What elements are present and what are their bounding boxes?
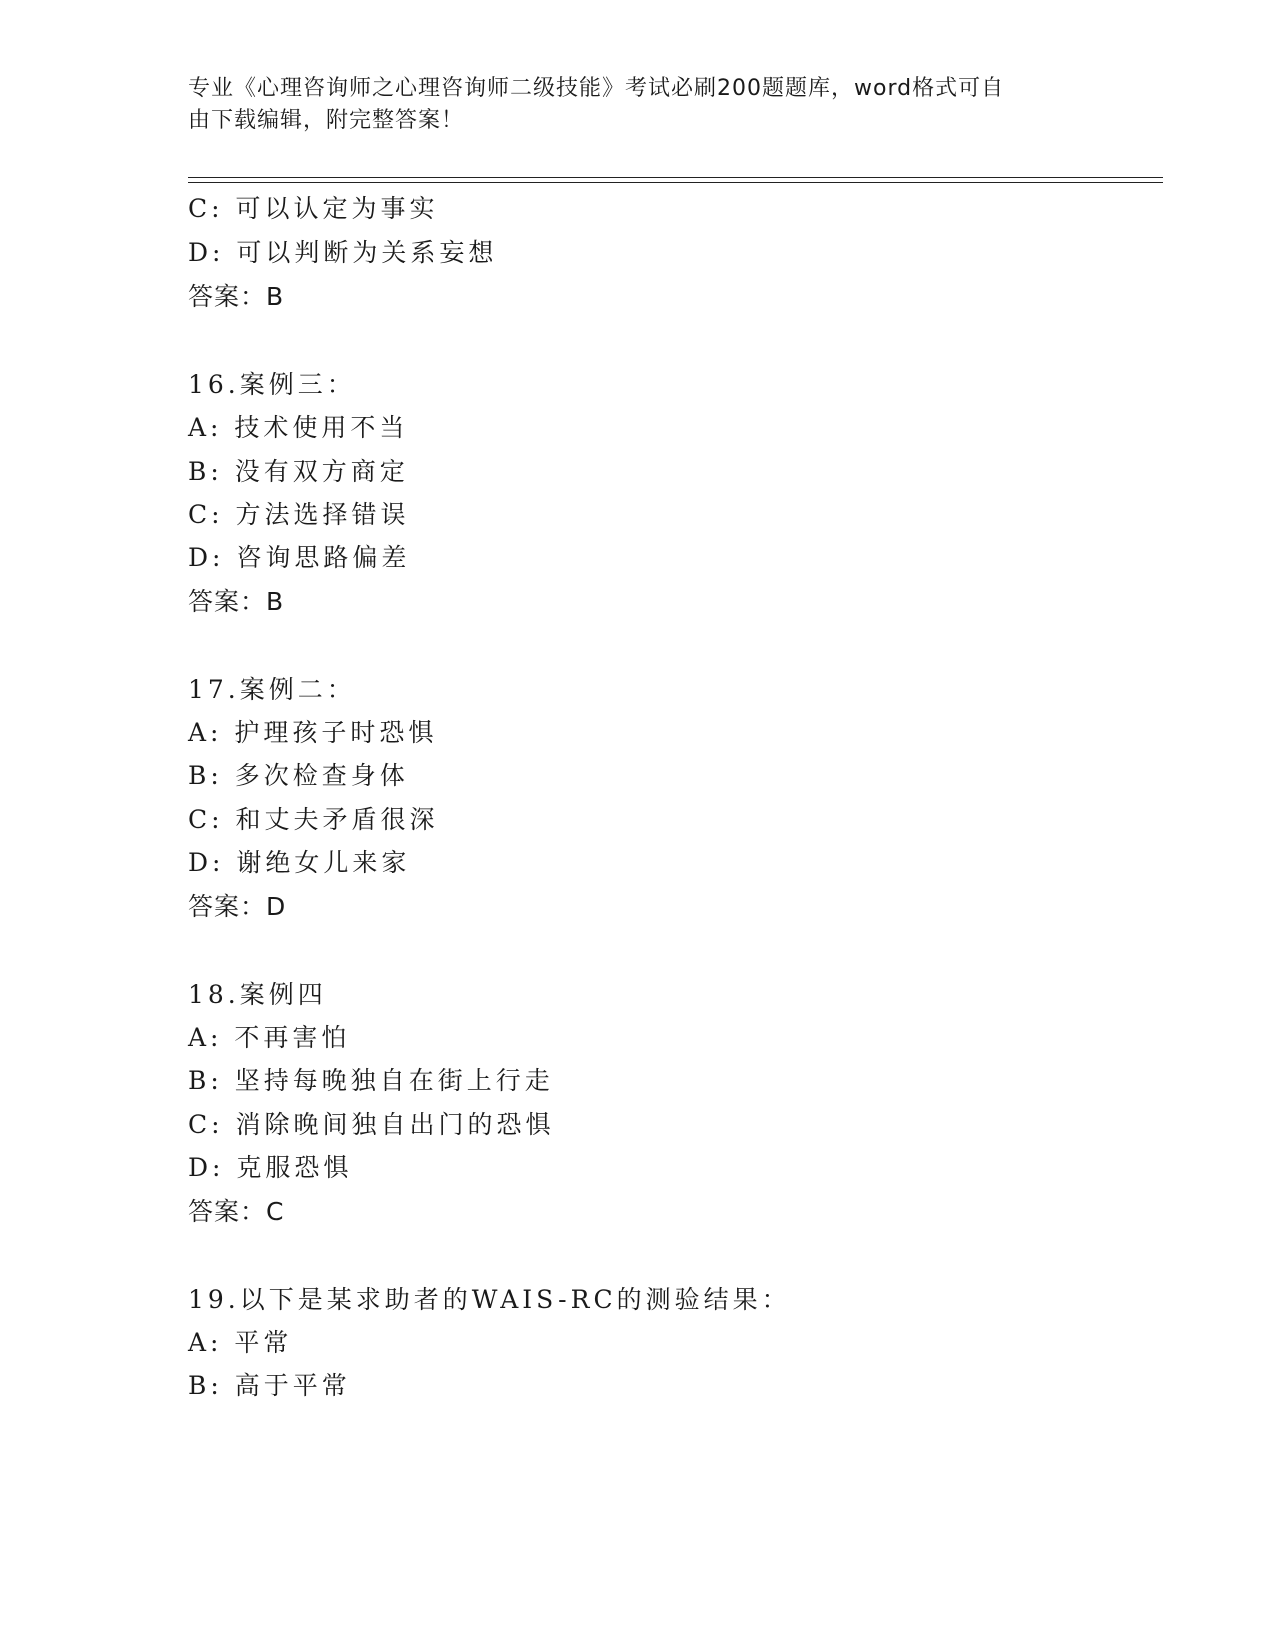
header-line-1: 专业《心理咨询师之心理咨询师二级技能》考试必刷200题题库，word格式可自	[188, 76, 1005, 101]
option-b: B: 多次检查身体	[188, 761, 409, 790]
option-c: C: 可以认定为事实	[188, 194, 439, 223]
option-a: A: 平常	[188, 1328, 293, 1357]
question-title: 16.案例三：	[188, 370, 356, 399]
option-a: A: 技术使用不当	[188, 413, 409, 442]
option-a: A: 护理孩子时恐惧	[188, 718, 438, 747]
option-b: B: 高于平常	[188, 1371, 351, 1400]
question-title: 19.以下是某求助者的WAIS-RC的测验结果：	[188, 1285, 791, 1314]
option-c: C: 消除晚间独自出门的恐惧	[188, 1110, 555, 1139]
question-title: 17.案例二：	[188, 675, 356, 704]
option-c: C: 方法选择错误	[188, 500, 410, 529]
answer: 答案：D	[188, 892, 287, 921]
option-c: C: 和丈夫矛盾很深	[188, 805, 439, 834]
header-line-2: 由下载编辑，附完整答案！	[188, 108, 465, 133]
option-d: D: 克服恐惧	[188, 1153, 353, 1182]
answer: 答案：C	[188, 1197, 285, 1226]
option-d: D: 可以判断为关系妄想	[188, 238, 498, 267]
question-title: 18.案例四	[188, 980, 327, 1009]
option-b: B: 没有双方商定	[188, 457, 409, 486]
option-d: D: 咨询思路偏差	[188, 543, 411, 572]
option-a: A: 不再害怕	[188, 1023, 351, 1052]
header-divider-top	[188, 177, 1163, 178]
answer: 答案：B	[188, 587, 285, 616]
option-d: D: 谢绝女儿来家	[188, 848, 411, 877]
option-b: B: 坚持每晚独自在街上行走	[188, 1066, 554, 1095]
document-header	[188, 73, 1088, 137]
answer: 答案：B	[188, 282, 285, 311]
header-divider-bottom	[188, 182, 1163, 183]
